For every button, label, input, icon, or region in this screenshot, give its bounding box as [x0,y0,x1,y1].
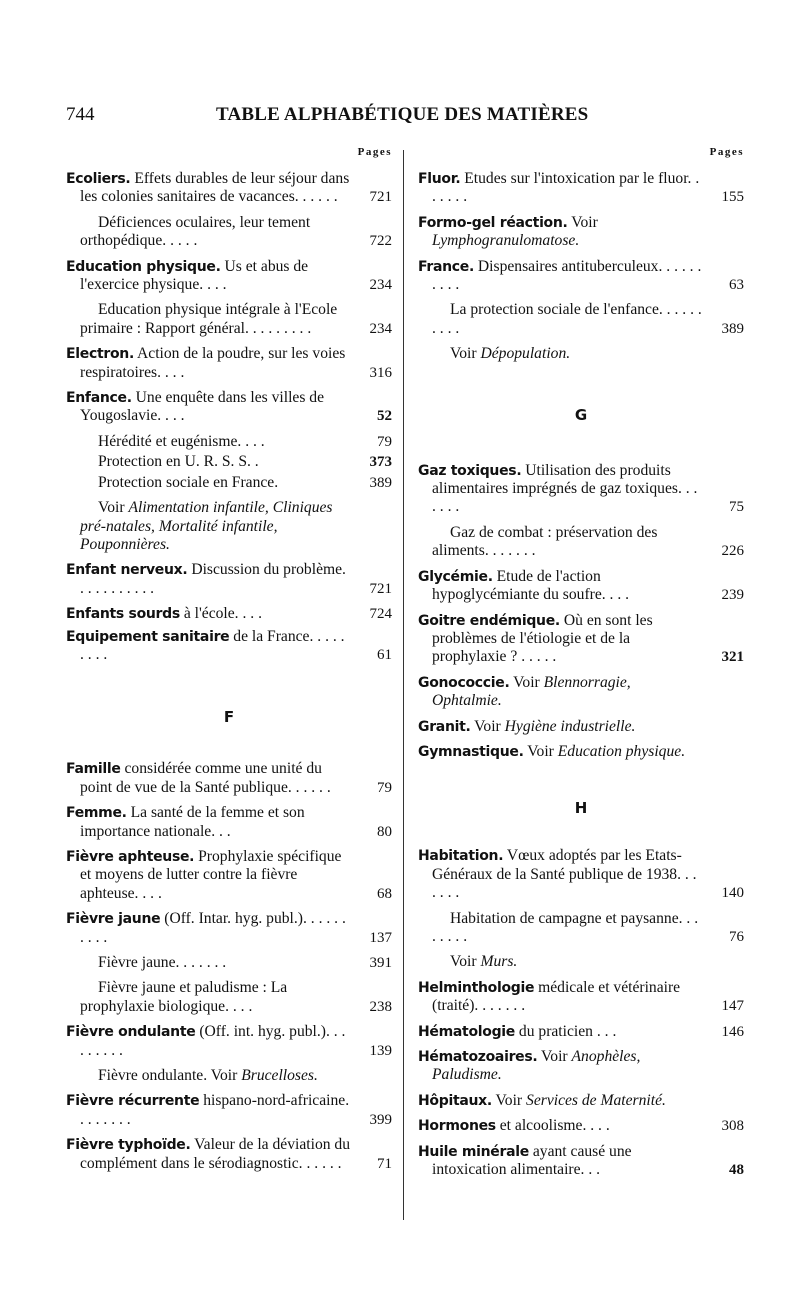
entry-text: hispano-nord-africaine. . . . . . . . [80,1092,350,1128]
entry-page: 722 [369,233,392,250]
index-entry [66,979,392,1016]
entry-text: considérée comme une unité du point de vue de la Santé publique. . . . . . [80,760,331,796]
index-entry [66,848,392,903]
index-entry [66,910,392,947]
entry-page: 399 [369,1111,392,1128]
entry-text: Voir [527,742,554,760]
entry-text: Voir [495,1091,523,1109]
entry-keyword: Gaz toxiques. [418,462,522,479]
entry-text: Prophylaxie spécifique et moyens de lutter contre la fièvre aphteuse. . . . [80,847,342,902]
entry-page: 79 [377,433,392,450]
entry-keyword: Famille [66,761,121,778]
entry-keyword: Equipement sanitaire [66,628,230,645]
entry-text: Us et abus de l'exercice physique. . . . [80,257,309,294]
entry-keyword: Granit. [418,718,471,735]
entry-page: 68 [377,885,392,902]
entry-text: Habitation de campagne et paysanne. . . . . . . . [432,909,699,945]
entry-page: 137 [369,929,392,946]
entry-page: 139 [369,1042,392,1059]
index-entry [418,1023,744,1041]
index-entry [418,258,744,295]
index-entry [418,1048,744,1085]
entry-keyword: Enfant nerveux. [66,562,188,579]
index-entry [66,804,392,841]
entry-crossref: Alimentation infantile, Cliniques pré-natales, Mortalité infantile, Pouponnières. [80,499,333,553]
index-entry [418,743,744,761]
entry-voir: Voir [450,953,477,971]
entry-keyword: Fièvre récurrente [66,1093,200,1110]
index-entry [418,847,744,902]
index-entry [66,954,392,972]
index-entry [418,1143,744,1180]
index-entry [418,345,744,363]
entry-page: 71 [377,1155,392,1172]
index-entry [66,453,392,471]
entry-text: de la France. . . . . . . . . [80,627,345,663]
entry-keyword: Glycémie. [418,568,493,585]
entry-page: 76 [729,928,744,945]
index-entry [66,301,392,338]
entry-crossref: Brucelloses. [241,1067,318,1085]
entry-page: 146 [721,1023,744,1040]
entry-text: médicale et vétérinaire (traité). . . . . . . [432,978,681,1015]
index-entry [418,979,744,1016]
entry-keyword: Fièvre jaune [66,911,161,928]
index-entry [418,1092,744,1110]
entry-keyword: Helminthologie [418,979,535,996]
entry-page: 234 [369,277,392,294]
index-entry [418,718,744,736]
entry-text: Voir [541,1048,568,1065]
index-entry [66,760,392,797]
column-divider [403,150,404,1220]
entry-keyword: Fièvre ondulante [66,1024,196,1041]
entry-page: 140 [721,885,744,902]
entry-page: 238 [369,998,392,1015]
index-entry [66,433,392,451]
left-column [66,146,392,1180]
entry-page: 75 [729,499,744,516]
entry-text: et alcoolisme. . . . [499,1117,610,1135]
entry-page: 724 [369,606,392,623]
index-entry [66,1136,392,1173]
index-entry [66,561,392,598]
entry-text: Fièvre jaune. . . . . . . [98,954,227,971]
entry-text: La santé de la femme et son importance nationale. . . [80,804,305,840]
entry-keyword: Electron. [66,346,134,363]
entry-keyword: Gymnastique. [418,743,524,760]
entry-text: Voir [474,717,501,735]
entry-keyword: Education physique. [66,258,221,275]
index-entry [418,1117,744,1135]
entry-text: Fièvre ondulante. Voir [98,1067,238,1085]
entry-page: 234 [369,320,392,337]
entry-page: 147 [721,998,744,1015]
entry-text: ayant causé une intoxication alimentaire. . . [432,1142,632,1179]
entry-page: 79 [377,779,392,796]
entry-keyword: Fièvre aphteuse. [66,848,195,865]
entry-crossref: Murs. [480,953,518,971]
entry-page: 239 [721,587,744,604]
entry-page: 61 [377,646,392,663]
entry-text: Protection sociale en France. [98,473,279,491]
entry-text: Valeur de la déviation du complément dans le sérodiagnostic. . . . . . [80,1136,351,1172]
entry-text: Dispensaires antituberculeux. . . . . . . . . . [432,257,702,294]
entry-text: Action de la poudre, sur les voies respiratoires. . . . [80,345,346,381]
entry-keyword: Goitre endémique. [418,612,560,629]
entry-keyword: Huile minérale [418,1143,529,1160]
entry-text: (Off. Intar. hyg. publ.). . . . . . . . . . [80,910,346,946]
section-letter-h: H [574,799,588,818]
index-entry [66,628,392,665]
entry-keyword: Habitation. [418,848,504,865]
entry-keyword: Gonococcie. [418,674,510,691]
entry-text: Voir [513,673,540,691]
index-entry [418,524,744,561]
entry-text: du praticien . . . [518,1022,617,1040]
entry-voir: Voir [98,499,125,517]
entry-text: La protection sociale de l'enfance. . . . . . . . . . [432,301,702,337]
right-column [418,146,744,1186]
index-entry [418,674,744,711]
entry-page: 321 [721,649,744,666]
entry-keyword: Enfants sourds [66,606,180,623]
entry-crossref: Blennorragie, Ophtalmie. [432,673,631,710]
entry-page: 721 [369,189,392,206]
index-entry [418,301,744,338]
entry-text: Effets durables de leur séjour dans les colonies sanitaires de vacances. . . . . . [80,170,350,206]
entry-crossref: Hygiène industrielle. [504,717,636,735]
entry-text: Une enquête dans les villes de Yougoslavie. . . . [80,389,325,425]
index-entry [418,953,744,971]
entry-keyword: Formo-gel réaction. [418,214,568,231]
entry-page: 308 [721,1118,744,1135]
entry-text: Gaz de combat : préservation des aliments. . . . . . . [432,523,658,560]
entry-text: Protection en U. R. S. S. . [98,453,259,471]
index-entry [66,499,392,554]
entry-keyword: Hématozoaires. [418,1049,538,1065]
entry-page: 391 [369,955,392,971]
index-entry [66,605,392,623]
entry-text: à l'école. . . . [183,605,262,623]
entry-text: Etudes sur l'intoxication par le fluor. . . . . . . [432,170,700,206]
entry-page: 80 [377,823,392,840]
entry-page: 721 [369,580,392,597]
entry-text: Voir [571,213,598,231]
entry-keyword: Hématologie [418,1023,515,1040]
index-entry [66,1092,392,1129]
index-entry [418,214,744,251]
entry-keyword: France. [418,258,474,275]
index-entry [66,474,392,492]
entry-crossref: Services de Maternité. [526,1091,666,1109]
entry-page: 63 [729,277,744,294]
index-entry [418,462,744,517]
entry-page: 373 [369,454,392,471]
entry-voir: Voir [450,345,477,363]
running-title: TABLE ALPHABÉTIQUE DES MATIÈRES [216,104,589,125]
entry-crossref: Anophèles, Paludisme. [432,1048,641,1084]
entry-page: 52 [377,408,392,425]
entry-keyword: Ecoliers. [66,171,131,187]
section-letter-g: G [574,405,588,424]
entry-page: 389 [721,320,744,337]
entry-page: 226 [721,543,744,560]
entry-text: Education physique intégrale à l'Ecole primaire : Rapport général. . . . . . . . . [80,301,338,337]
entry-keyword: Enfance. [66,390,132,407]
entry-keyword: Hôpitaux. [418,1092,492,1109]
index-entry [66,170,392,207]
entry-page: 48 [729,1162,744,1179]
entry-crossref: Education physique. [557,742,686,760]
entry-text: Etude de l'action hypoglycémiante du soufre. . . . [432,567,630,604]
entry-text: Déficiences oculaires, leur tement orthopédique. . . . . [80,213,311,250]
entry-crossref: Dépopulation. [480,345,571,363]
entry-page: 155 [721,189,744,206]
index-entry [66,214,392,251]
index-entry [418,568,744,605]
entry-text: Utilisation des produits alimentaires imprégnés de gaz toxiques. . . . . . . [432,461,698,516]
entry-keyword: Femme. [66,805,127,822]
pages-label: Pages [709,146,744,158]
entry-text: Fièvre jaune et paludisme : La prophylaxie biologique. . . . [80,979,288,1015]
page-number: 744 [66,104,95,125]
entry-page: 389 [369,474,392,491]
pages-label: Pages [357,146,392,158]
section-letter-f: F [223,708,235,727]
index-entry [418,612,744,667]
index-entry [66,1067,392,1085]
entry-text: Vœux adoptés par les Etats-Généraux de la Santé publique de 1938. . . . . . . [432,847,697,902]
index-entry [418,910,744,947]
entry-page: 316 [369,364,392,381]
index-entry [66,258,392,295]
entry-text: Hérédité et eugénisme. . . . [98,432,265,450]
entry-keyword: Fluor. [418,171,461,187]
entry-keyword: Hormones [418,1118,496,1135]
index-entry [66,389,392,426]
entry-text: Discussion du problème. . . . . . . . . . . [80,561,346,597]
entry-text: Où en sont les problèmes de l'étiologie et de la prophylaxie ? . . . . . [432,611,653,666]
index-entry [418,170,744,207]
index-entry [66,345,392,382]
index-entry [66,1023,392,1060]
entry-keyword: Fièvre typhoïde. [66,1137,191,1154]
entry-text: (Off. int. hyg. publ.). . . . . . . . . [80,1023,346,1059]
entry-crossref: Lymphogranulomatose. [432,232,580,250]
